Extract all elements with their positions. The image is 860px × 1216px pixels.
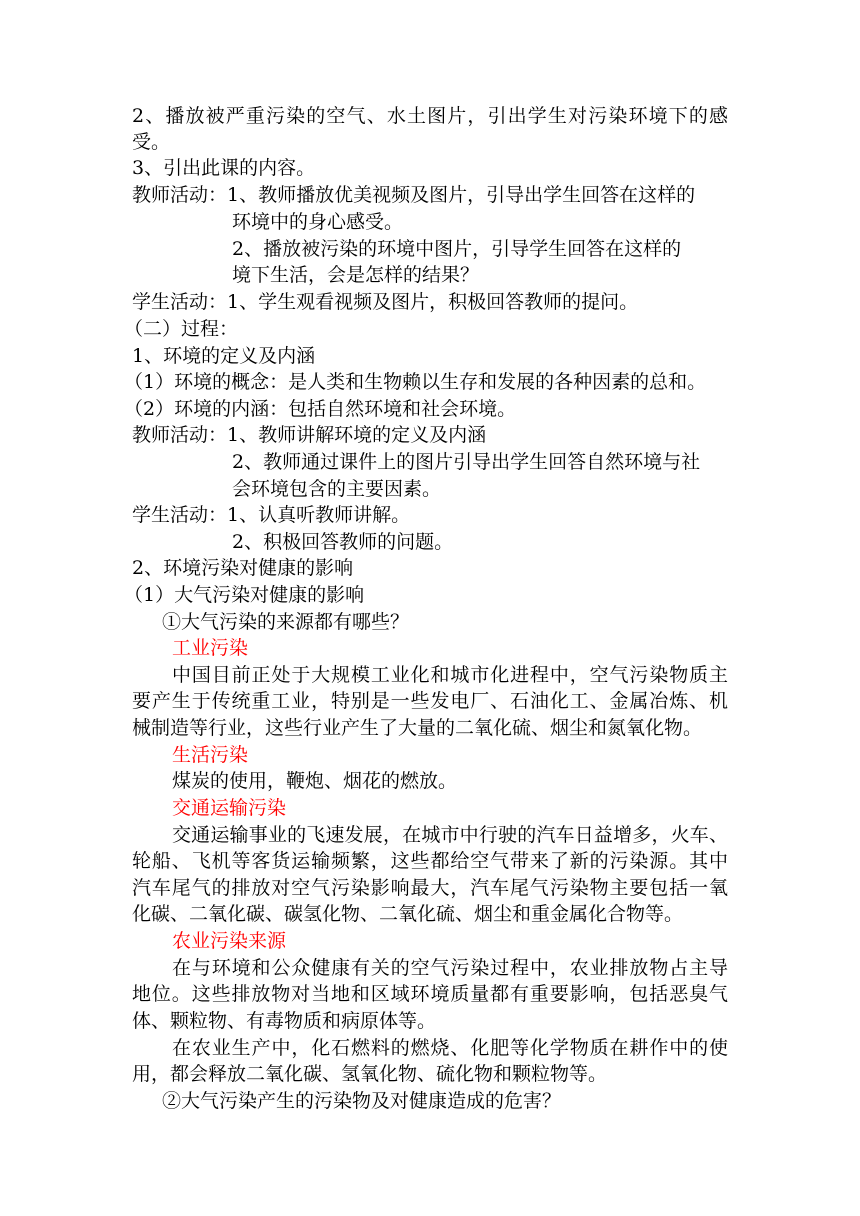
teacher-activity-line: 2、教师通过课件上的图片引导出学生回答自然环境与社: [232, 451, 701, 473]
paragraph-line: 中国目前正处于大规模工业化和城市化进程中，空气污染物质主: [172, 664, 728, 686]
subsection-heading: 2、环境污染对健康的影响: [132, 557, 354, 579]
subsection-heading: 1、环境的定义及内涵: [132, 345, 316, 367]
paragraph-line: （1）环境的概念：是人类和生物赖以生存和发展的各种因素的总和。: [124, 371, 707, 393]
paragraph-line: 用，都会释放二氧化碳、氢氧化物、硫化物和颗粒物等。: [132, 1063, 608, 1085]
paragraph-line: （2）环境的内涵：包括自然环境和社会环境。: [124, 398, 517, 420]
paragraph-line: 在农业生产中，化石燃料的燃烧、化肥等化学物质在耕作中的使: [172, 1037, 728, 1059]
student-activity-line: 2、积极回答教师的问题。: [232, 531, 454, 553]
paragraph-line: 3、引出此课的内容。: [132, 157, 316, 179]
paragraph-line: 汽车尾气的排放对空气污染影响最大，汽车尾气污染物主要包括一氧: [132, 877, 728, 899]
paragraph-line: 受。: [132, 131, 171, 153]
paragraph-line: 交通运输事业的飞速发展，在城市中行驶的汽车日益增多，火车、: [172, 824, 728, 846]
paragraph-line: 体、颗粒物、有毒物质和病原体等。: [132, 1010, 437, 1032]
paragraph-line: 化碳、二氧化碳、碳氢化物、二氧化硫、烟尘和重金属化合物等。: [132, 903, 684, 925]
paragraph-line: 械制造等行业，这些行业产生了大量的二氧化硫、烟尘和氮氧化物。: [132, 717, 703, 739]
teacher-activity-line: 环境中的身心感受。: [232, 211, 404, 233]
student-activity-line: 学生活动：1、学生观看视频及图片，积极回答教师的提问。: [132, 291, 639, 313]
paragraph-line: 要产生于传统重工业，特别是一些发电厂、石油化工、金属冶炼、机: [132, 690, 728, 712]
student-activity-line: 学生活动：1、认真听教师讲解。: [132, 504, 411, 526]
teacher-activity-line: 会环境包含的主要因素。: [232, 478, 442, 500]
paragraph-line: 地位。这些排放物对当地和区域环境质量都有重要影响，包括恶臭气: [132, 983, 728, 1005]
paragraph-line: 煤炭的使用，鞭炮、烟花的燃放。: [172, 770, 458, 792]
paragraph-line: 2、播放被严重污染的空气、水土图片，引出学生对污染环境下的感: [132, 105, 728, 127]
teacher-activity-line: 教师活动：1、教师播放优美视频及图片，引导出学生回答在这样的: [132, 184, 696, 206]
question-line: ②大气污染产生的污染物及对健康造成的危害？: [162, 1090, 562, 1112]
paragraph-line: 在与环境和公众健康有关的空气污染过程中，农业排放物占主导: [172, 957, 728, 979]
teacher-activity-line: 教师活动：1、教师讲解环境的定义及内涵: [132, 424, 487, 446]
red-heading: 交通运输污染: [172, 797, 287, 819]
question-line: ①大气污染的来源都有哪些？: [162, 611, 410, 633]
red-heading: 工业污染: [172, 637, 249, 659]
teacher-activity-line: 2、播放被污染的环境中图片，引导学生回答在这样的: [232, 238, 682, 260]
red-heading: 农业污染来源: [172, 930, 287, 952]
red-heading: 生活污染: [172, 744, 249, 766]
paragraph-line: 轮船、飞机等客货运输频繁，这些都给空气带来了新的污染源。其中: [132, 850, 728, 872]
teacher-activity-line: 境下生活，会是怎样的结果？: [232, 264, 480, 286]
subsection-heading: （1）大气污染对健康的影响: [124, 584, 365, 606]
section-heading: （二）过程：: [124, 318, 239, 340]
